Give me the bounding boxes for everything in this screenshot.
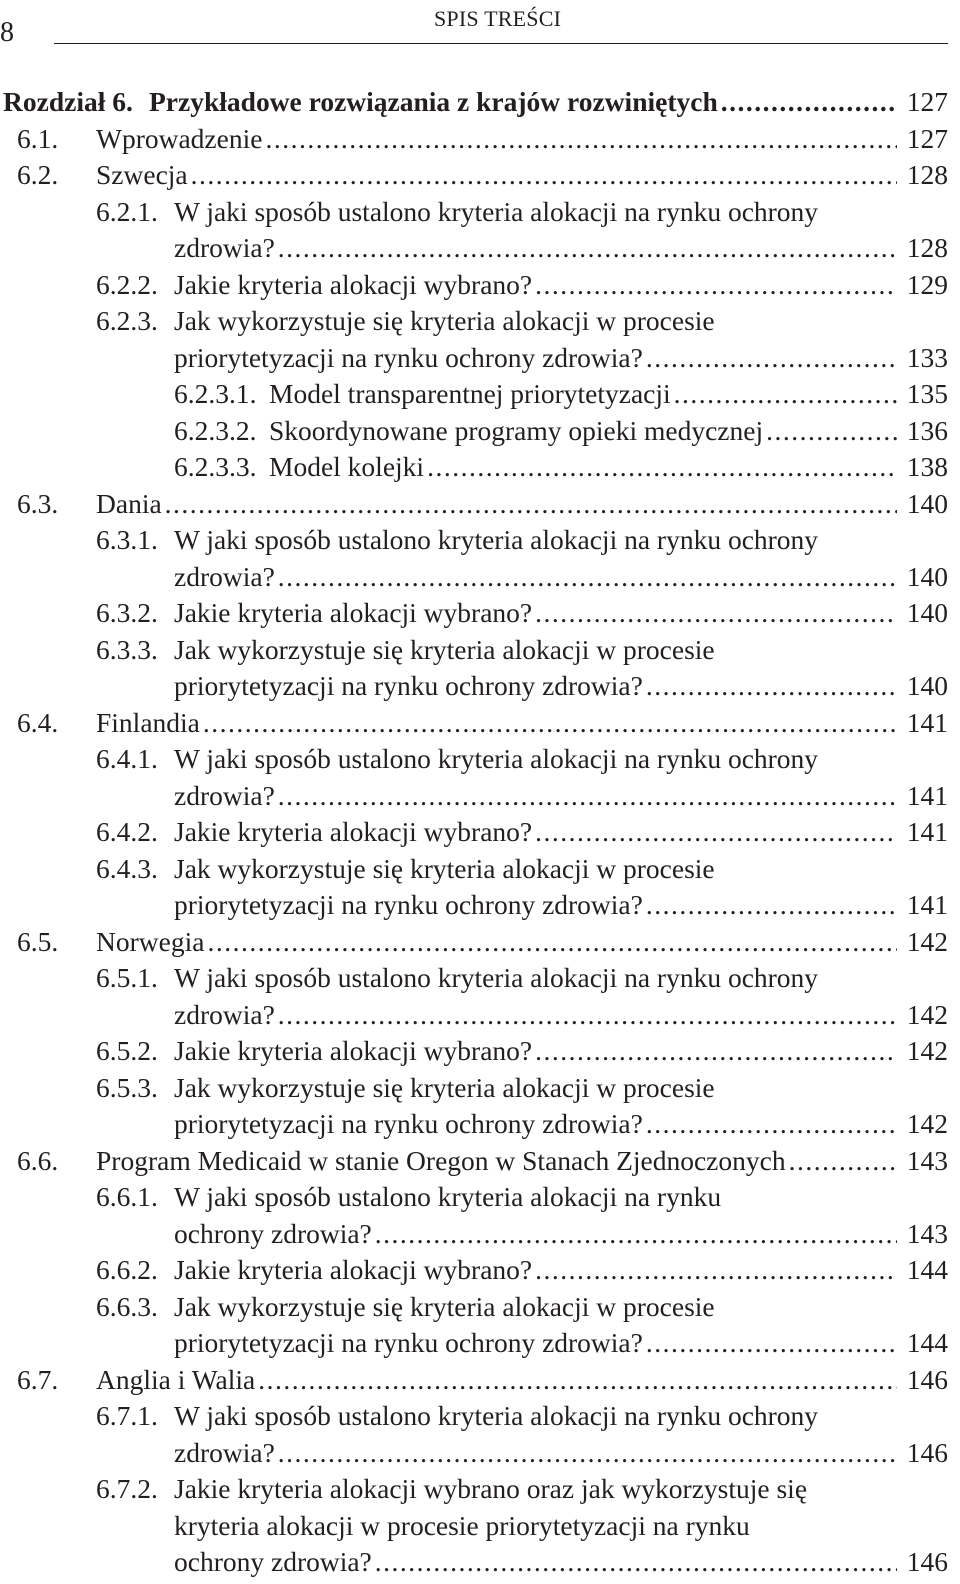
- toc-entry-title: W jaki sposób ustalono kryteria alokacji na rynku ochrony: [174, 743, 819, 774]
- dot-leader: [375, 1216, 897, 1253]
- toc-entry-page: 127: [906, 122, 948, 154]
- toc-entry-page: 138: [906, 451, 948, 482]
- dot-leader: [535, 1252, 897, 1289]
- toc-entry[interactable]: [0, 1179, 960, 1252]
- toc-entry-title: W jaki sposób ustalono kryteria alokacji na rynku ochrony: [174, 1400, 819, 1431]
- toc-entry-number: 6.6.1.: [96, 1181, 158, 1212]
- toc-entry[interactable]: [0, 960, 960, 1033]
- toc-entry[interactable]: [0, 1289, 960, 1362]
- toc-entry-title: Model kolejki: [269, 451, 425, 482]
- toc-entry[interactable]: [0, 486, 960, 523]
- toc-entry-title: priorytetyzacji na rynku ochrony zdrowia?: [174, 1327, 643, 1358]
- toc-entry-page: 142: [906, 998, 948, 1030]
- toc-entry-page: 141: [906, 889, 948, 920]
- toc-entry-number: 6.4.: [17, 706, 59, 738]
- toc-entry-title: zdrowia?: [174, 560, 275, 592]
- dot-leader: [535, 814, 897, 851]
- toc-entry-page: 133: [906, 341, 948, 373]
- toc-entry[interactable]: [0, 449, 960, 486]
- toc-entry-page: 146: [906, 1363, 948, 1395]
- dot-leader: [646, 1325, 897, 1362]
- toc-entry-title: Finlandia: [96, 706, 200, 738]
- dot-leader: [721, 84, 897, 121]
- toc-entry[interactable]: [0, 814, 960, 851]
- toc-entry[interactable]: [0, 1143, 960, 1180]
- dot-leader: [278, 1435, 897, 1472]
- dot-leader: [427, 449, 897, 486]
- toc-entry[interactable]: [0, 376, 960, 413]
- toc-entry-title: Jakie kryteria alokacji wybrano?: [174, 268, 533, 300]
- toc-entry-page: 135: [906, 378, 948, 409]
- toc-entry-page: 143: [906, 1217, 948, 1249]
- toc-entry[interactable]: [0, 1070, 960, 1143]
- table-of-contents: [0, 84, 960, 1581]
- dot-leader: [535, 595, 897, 632]
- toc-entry-title: kryteria alokacji w procesie priorytetyzacji na rynku: [174, 1509, 750, 1541]
- toc-entry-title: priorytetyzacji na rynku ochrony zdrowia?: [174, 1108, 643, 1139]
- toc-entry-page: 127: [906, 86, 948, 117]
- toc-entry-number: 6.7.2.: [96, 1473, 158, 1504]
- toc-entry-number: 6.6.3.: [96, 1290, 158, 1322]
- toc-entry-page: 140: [906, 670, 948, 701]
- dot-leader: [375, 1544, 897, 1581]
- toc-entry-title: Norwegia: [96, 925, 205, 957]
- dot-leader: [646, 1106, 897, 1143]
- dot-leader: [278, 778, 897, 815]
- toc-entry-number: Rozdział 6.: [3, 86, 133, 117]
- toc-entry-page: 140: [906, 560, 948, 592]
- toc-entry-number: 6.2.2.: [96, 268, 158, 300]
- toc-entry-title: Jakie kryteria alokacji wybrano?: [174, 597, 533, 628]
- toc-entry-title: priorytetyzacji na rynku ochrony zdrowia?: [174, 341, 643, 373]
- toc-entry-number: 6.6.2.: [96, 1254, 158, 1285]
- toc-entry[interactable]: [0, 267, 960, 304]
- toc-entry-page: 128: [906, 232, 948, 263]
- toc-entry-title: Wprowadzenie: [96, 122, 263, 154]
- toc-entry[interactable]: [0, 741, 960, 814]
- toc-entry-title: Anglia i Walia: [96, 1363, 256, 1395]
- toc-entry-page: 142: [906, 1108, 948, 1139]
- dot-leader: [535, 267, 897, 304]
- toc-entry-title: Skoordynowane programy opieki medycznej: [269, 414, 764, 446]
- toc-entry-page: 146: [906, 1546, 948, 1577]
- toc-entry-number: 6.5.2.: [96, 1035, 158, 1066]
- toc-entry[interactable]: [0, 303, 960, 376]
- toc-entry-title: Dania: [96, 487, 162, 519]
- toc-entry-title: Jak wykorzystuje się kryteria alokacji w procesie: [174, 1290, 715, 1322]
- dot-leader: [258, 1362, 897, 1399]
- toc-entry-number: 6.4.3.: [96, 852, 158, 884]
- toc-entry[interactable]: [0, 84, 960, 121]
- toc-entry[interactable]: [0, 1398, 960, 1471]
- toc-entry[interactable]: [0, 413, 960, 450]
- toc-entry-number: 6.2.1.: [96, 195, 158, 227]
- toc-entry[interactable]: [0, 632, 960, 705]
- toc-entry-page: 142: [906, 925, 948, 957]
- toc-entry-title: Jak wykorzystuje się kryteria alokacji w procesie: [174, 305, 715, 336]
- dot-leader: [789, 1143, 897, 1180]
- toc-entry-title: Jak wykorzystuje się kryteria alokacji w procesie: [174, 1071, 715, 1103]
- toc-entry-number: 6.3.2.: [96, 597, 158, 628]
- dot-leader: [278, 997, 897, 1034]
- toc-entry[interactable]: [0, 522, 960, 595]
- toc-entry-number: 6.7.: [17, 1363, 59, 1395]
- toc-entry-number: 6.7.1.: [96, 1400, 158, 1431]
- toc-entry[interactable]: [0, 121, 960, 158]
- running-title: SPIS TREŚCI: [434, 6, 562, 31]
- toc-entry-title: Jakie kryteria alokacji wybrano?: [174, 816, 533, 847]
- toc-entry-page: 129: [906, 268, 948, 300]
- toc-entry-title: W jaki sposób ustalono kryteria alokacji na rynku: [174, 1181, 722, 1212]
- toc-entry-number: 6.5.1.: [96, 962, 158, 993]
- dot-leader: [766, 413, 897, 450]
- toc-entry-number: 6.3.: [17, 487, 59, 519]
- toc-entry-page: 146: [906, 1436, 948, 1468]
- toc-entry-title: priorytetyzacji na rynku ochrony zdrowia?: [174, 889, 643, 920]
- toc-entry-title: zdrowia?: [174, 1436, 275, 1468]
- dot-leader: [265, 121, 897, 158]
- header-rule: [54, 43, 948, 44]
- toc-entry-number: 6.2.3.2.: [174, 414, 257, 446]
- toc-entry-title: zdrowia?: [174, 232, 275, 263]
- toc-entry-page: 128: [906, 159, 948, 190]
- toc-entry[interactable]: [0, 1033, 960, 1070]
- toc-entry-title: Program Medicaid w stanie Oregon w Stanach Zjednoczonych: [96, 1144, 786, 1176]
- toc-entry[interactable]: [0, 851, 960, 924]
- dot-leader: [165, 486, 897, 523]
- toc-entry-number: 6.2.3.1.: [174, 378, 257, 409]
- dot-leader: [674, 376, 897, 413]
- toc-entry-page: 140: [906, 487, 948, 519]
- dot-leader: [646, 340, 897, 377]
- toc-entry-title: Przykładowe rozwiązania z krajów rozwiniętych: [149, 86, 718, 117]
- toc-entry-title: W jaki sposób ustalono kryteria alokacji na rynku ochrony: [174, 524, 819, 555]
- toc-entry-number: 6.1.: [17, 122, 59, 154]
- toc-entry-title: priorytetyzacji na rynku ochrony zdrowia?: [174, 670, 643, 701]
- toc-entry-title: W jaki sposób ustalono kryteria alokacji na rynku ochrony: [174, 195, 819, 227]
- toc-entry-title: Jakie kryteria alokacji wybrano?: [174, 1035, 533, 1066]
- toc-entry-title: zdrowia?: [174, 998, 275, 1030]
- toc-entry[interactable]: [0, 1252, 960, 1289]
- toc-entry-page: 144: [906, 1327, 948, 1358]
- toc-entry-page: 141: [906, 779, 948, 811]
- dot-leader: [203, 705, 897, 742]
- dot-leader: [207, 924, 897, 961]
- toc-entry-number: 6.2.3.: [96, 305, 158, 336]
- toc-entry-number: 6.5.: [17, 925, 59, 957]
- toc-entry-number: 6.6.: [17, 1144, 59, 1176]
- toc-entry[interactable]: [0, 705, 960, 742]
- toc-entry[interactable]: [0, 1362, 960, 1399]
- toc-entry-page: 136: [906, 414, 948, 446]
- toc-entry-title: Jak wykorzystuje się kryteria alokacji w procesie: [174, 852, 715, 884]
- toc-entry-title: W jaki sposób ustalono kryteria alokacji na rynku ochrony: [174, 962, 819, 993]
- dot-leader: [646, 668, 897, 705]
- toc-entry[interactable]: [0, 924, 960, 961]
- toc-entry-number: 6.2.: [17, 159, 59, 190]
- toc-entry-title: Szwecja: [96, 159, 188, 190]
- dot-leader: [646, 887, 897, 924]
- toc-entry-page: 140: [906, 597, 948, 628]
- toc-entry[interactable]: [0, 1471, 960, 1581]
- toc-entry-number: 6.4.2.: [96, 816, 158, 847]
- toc-entry-number: 6.3.1.: [96, 524, 158, 555]
- toc-entry[interactable]: [0, 157, 960, 194]
- toc-entry-title: Jakie kryteria alokacji wybrano?: [174, 1254, 533, 1285]
- toc-entry-page: 141: [906, 706, 948, 738]
- toc-entry-title: zdrowia?: [174, 779, 275, 811]
- toc-entry-title: ochrony zdrowia?: [174, 1546, 372, 1577]
- toc-entry-page: 142: [906, 1035, 948, 1066]
- dot-leader: [278, 230, 897, 267]
- toc-entry-title: Jak wykorzystuje się kryteria alokacji w procesie: [174, 633, 715, 665]
- toc-entry-number: 6.3.3.: [96, 633, 158, 665]
- toc-entry-number: 6.2.3.3.: [174, 451, 257, 482]
- toc-entry-title: ochrony zdrowia?: [174, 1217, 372, 1249]
- toc-entry-title: Model transparentnej priorytetyzacji: [269, 378, 671, 409]
- toc-entry-title: Jakie kryteria alokacji wybrano oraz jak wykorzystuje się: [174, 1473, 808, 1504]
- toc-entry-page: 143: [906, 1144, 948, 1176]
- dot-leader: [191, 157, 897, 194]
- toc-entry[interactable]: [0, 194, 960, 267]
- toc-entry-page: 144: [906, 1254, 948, 1285]
- dot-leader: [278, 559, 897, 596]
- page-number: 8: [0, 17, 14, 48]
- toc-entry-number: 6.4.1.: [96, 743, 158, 774]
- toc-entry-number: 6.5.3.: [96, 1071, 158, 1103]
- toc-entry[interactable]: [0, 595, 960, 632]
- toc-entry-page: 141: [906, 816, 948, 847]
- dot-leader: [535, 1033, 897, 1070]
